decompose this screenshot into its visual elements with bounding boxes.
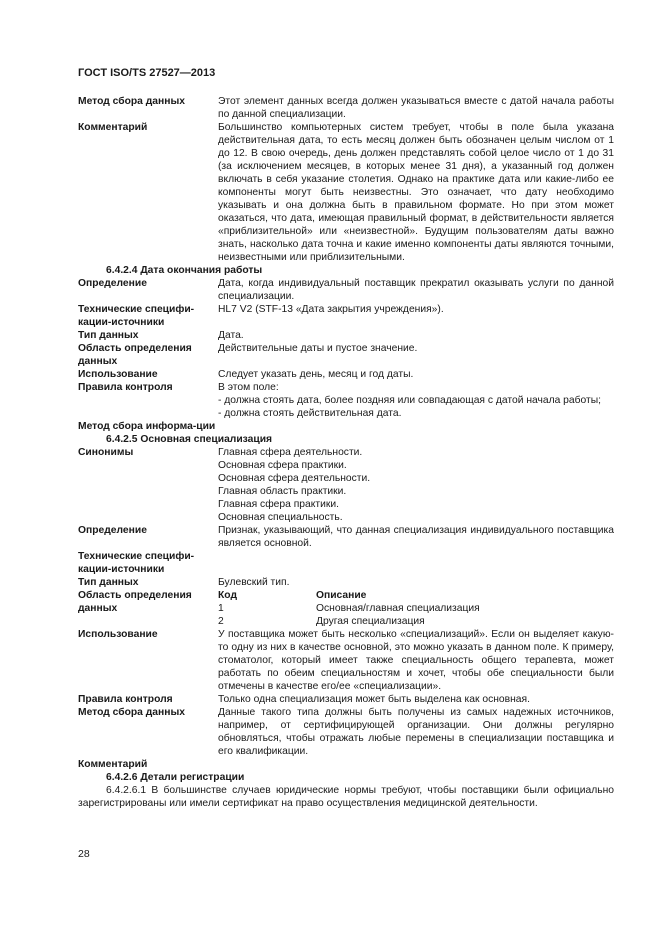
field-value	[218, 576, 614, 589]
field-row	[78, 329, 614, 342]
field-value	[218, 277, 614, 303]
field-row	[78, 303, 614, 329]
code-value: 1	[218, 603, 224, 614]
description-column-header: Описание	[316, 590, 367, 601]
field-value-line: HL7 V2 (STF-13 «Дата закрытия учреждения»).	[218, 304, 444, 315]
field-row	[78, 420, 614, 433]
field-value	[218, 329, 614, 342]
code-table	[218, 589, 614, 628]
field-label: Определение	[78, 525, 147, 536]
field-value-line: Следует указать день, месяц и год даты.	[218, 369, 414, 380]
code-table-header	[218, 589, 614, 602]
field-row	[78, 524, 614, 550]
field-row	[78, 628, 614, 693]
field-label: Тип данных	[78, 577, 139, 588]
field-value	[218, 628, 614, 693]
field-value	[218, 693, 614, 706]
field-value-line: Основная специальность.	[218, 512, 343, 523]
field-value	[218, 303, 614, 329]
field-label: Правила контроля	[78, 694, 173, 705]
field-value	[218, 706, 614, 758]
field-label: Метод сбора данных	[78, 707, 185, 718]
field-value	[218, 446, 614, 524]
field-value	[218, 368, 614, 381]
field-label: Правила контроля	[78, 382, 173, 393]
field-row	[78, 576, 614, 589]
field-value-line: - должна стоять действительная дата.	[218, 408, 402, 419]
field-row	[78, 368, 614, 381]
field-value-line: У поставщика может быть несколько «специализаций». Если он выделяет какую-то одну из них в качестве основной, это можно указать в данном поле. К примеру, стоматолог, который имеет также специальность общего терапевта, может работать по обеим специальностям и хочет, чтобы обе специальности были отмечены в качестве его/ее «специализации».	[218, 629, 614, 692]
field-value	[218, 121, 614, 264]
field-value-line: - должна стоять дата, более поздняя или совпадающая с датой начала работы;	[218, 395, 602, 406]
field-value-line: Действительные даты и пустое значение.	[218, 343, 418, 354]
code-description: Другая специализация	[316, 616, 425, 627]
field-row	[78, 342, 614, 368]
field-value	[218, 381, 614, 420]
code-description: Основная/главная специализация	[316, 603, 480, 614]
field-value	[218, 758, 614, 771]
code-row	[218, 602, 614, 615]
field-row	[78, 95, 614, 121]
field-value-line: Главная сфера практики.	[218, 499, 339, 510]
field-value-line: Основная сфера деятельности.	[218, 473, 371, 484]
field-label: Использование	[78, 629, 158, 640]
field-row	[78, 693, 614, 706]
field-value	[218, 420, 614, 433]
field-row	[78, 550, 614, 576]
page-number: 28	[78, 848, 90, 860]
field-value-line: Данные такого типа должны быть получены из самых надежных источников, например, от сертифицирующей организации. Они должны регулярно обновляться, чтобы отражать любые перемены в специализации поставщика и его квалификации.	[218, 707, 614, 757]
field-label: Использование	[78, 369, 158, 380]
field-label: Комментарий	[78, 122, 148, 133]
field-value-line: Дата.	[218, 330, 244, 341]
field-value-line: Этот элемент данных всегда должен указываться вместе с датой начала работы по данной специализации.	[218, 96, 614, 120]
field-value	[218, 95, 614, 121]
field-row	[78, 381, 614, 420]
field-label: Метод сбора информа-ции	[78, 421, 216, 432]
code-column-header: Код	[218, 590, 237, 601]
field-label: Комментарий	[78, 759, 148, 770]
page-content	[78, 95, 614, 810]
field-row	[78, 758, 614, 771]
paragraph-registration: 6.4.2.6.1 В большинстве случаев юридические нормы требуют, чтобы поставщики были официально зарегистрированы или имели сертификат на право осуществления медицинской деятельности.	[78, 785, 614, 809]
field-value-line: Булевский тип.	[218, 577, 290, 588]
code-value: 2	[218, 616, 224, 627]
field-label: Метод сбора данных	[78, 96, 185, 107]
field-row-domain	[78, 589, 614, 628]
field-value	[218, 342, 614, 368]
section-heading-end-date: 6.4.2.4 Дата окончания работы	[106, 265, 263, 276]
field-row	[78, 121, 614, 264]
field-label: Область определения данных	[78, 343, 192, 367]
field-row	[78, 446, 614, 524]
block-date-start-tail	[78, 95, 614, 264]
field-value	[218, 524, 614, 550]
document-header: ГОСТ ISO/TS 27527—2013	[78, 67, 216, 79]
field-value	[218, 550, 614, 576]
field-value-line: Основная сфера практики.	[218, 460, 347, 471]
block-main-specialization-a	[78, 446, 614, 589]
field-value-line: Дата, когда индивидуальный поставщик прекратил оказывать услуги по данной специализации.	[218, 278, 614, 302]
section-heading-registration: 6.4.2.6 Детали регистрации	[106, 772, 245, 783]
field-label: Технические специфи-кации-источники	[78, 551, 195, 575]
block-end-date	[78, 277, 614, 433]
field-label: Определение	[78, 278, 147, 289]
field-value-line: Главная область практики.	[218, 486, 347, 497]
section-heading-main-specialization: 6.4.2.5 Основная специализация	[106, 434, 273, 445]
field-value-line: Главная сфера деятельности.	[218, 447, 363, 458]
field-label: Тип данных	[78, 330, 139, 341]
code-row	[218, 615, 614, 628]
field-row	[78, 277, 614, 303]
field-label: Область определения данных	[78, 590, 192, 614]
field-value-line: В этом поле:	[218, 382, 279, 393]
field-row	[78, 706, 614, 758]
block-main-specialization-b	[78, 628, 614, 771]
field-value-line: Только одна специализация может быть выделена как основная.	[218, 694, 530, 705]
field-label: Технические специфи-кации-источники	[78, 304, 195, 328]
field-value-line: Большинство компьютерных систем требует, чтобы в поле была указана действительная дата, то есть месяц должен быть обозначен целым числом от 1 до 12. В свою очередь, день должен представлять собой целое число от 1 до 31 (за исключением месяцев, в которых менее 31 дня), а указанный год должен включать в себя указание столетия. Однако на практике дата или какие-либо ее компоненты могут быть неизвестны. Это означает, что дату необходимо указывать и она должна быть в правильном формате. Но при этом может оказаться, что дата, имеющая правильный формат, в действительности является «приблизительной» или «неизвестной». Будущим пользователям даты важно знать, насколько дата точна и какие именно компоненты даты являются точными, неизвестными или приблизительными.	[218, 122, 614, 263]
field-label: Синонимы	[78, 447, 134, 458]
field-value-line: Признак, указывающий, что данная специализация индивидуального поставщика является основной.	[218, 525, 614, 549]
